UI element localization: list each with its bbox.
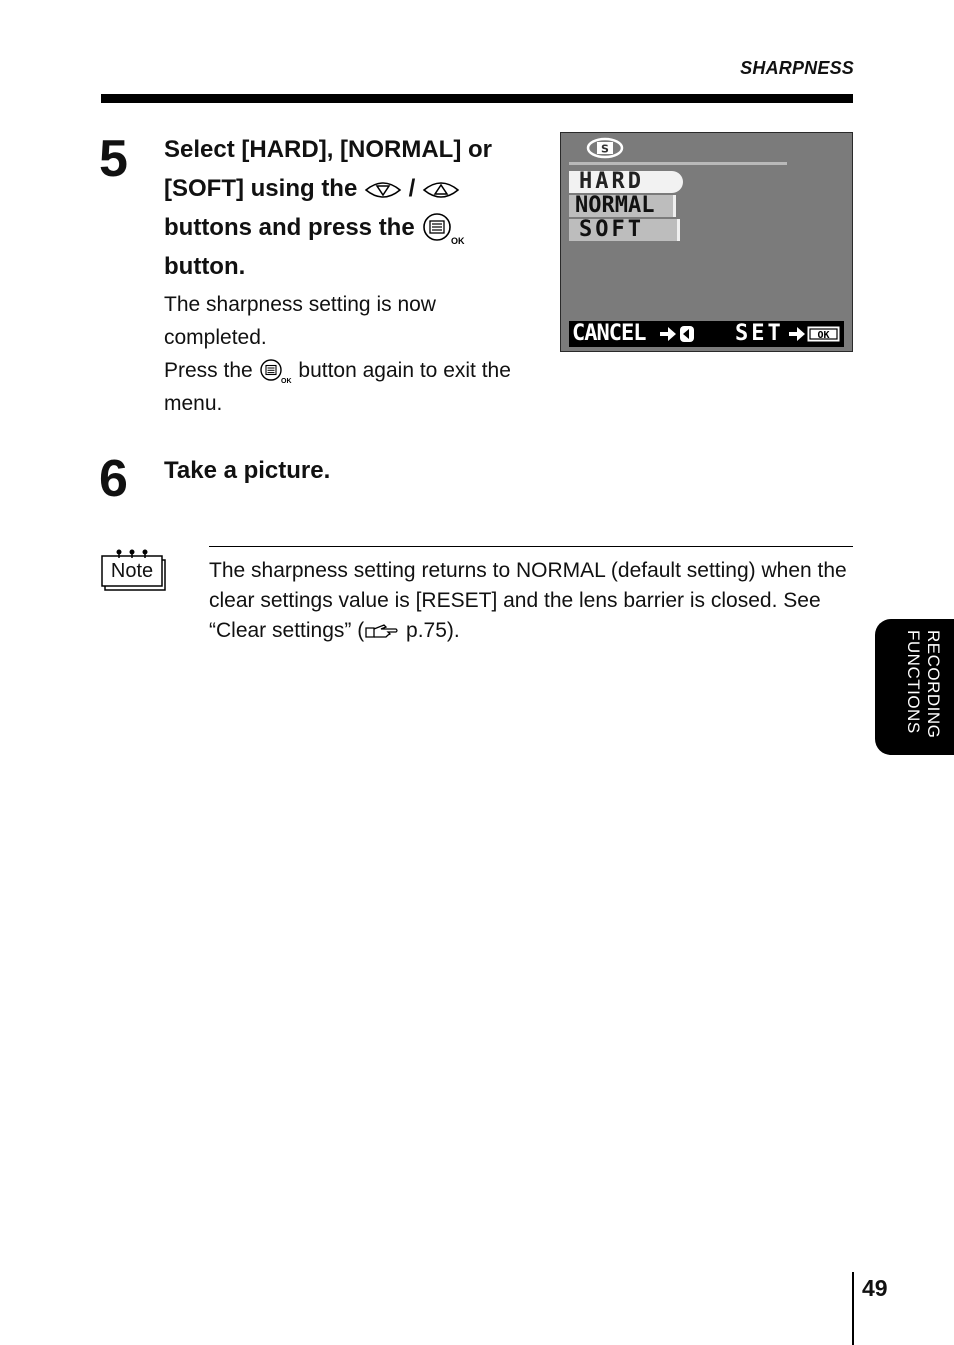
ok-button-icon xyxy=(259,358,293,384)
svg-text:S: S xyxy=(601,142,609,156)
lcd-option-hard[interactable]: HARD xyxy=(569,171,683,193)
page-number-rule xyxy=(852,1272,854,1345)
side-tab xyxy=(875,619,954,755)
ok-button-icon-label: OK xyxy=(280,378,292,385)
side-tab-text xyxy=(876,619,954,755)
note-rule xyxy=(209,546,853,547)
step-5-heading-line3: buttons and press the xyxy=(164,214,415,241)
sharpness-icon xyxy=(585,137,625,159)
ok-button-icon-label: OK xyxy=(451,235,465,245)
lcd-set-label: SET xyxy=(735,321,784,346)
section-title: SHARPNESS xyxy=(740,58,854,78)
arrow-right-icon xyxy=(658,321,678,347)
step-5-number: 5 xyxy=(99,130,128,188)
step-5-text-2 xyxy=(164,354,544,420)
arrow-right-icon xyxy=(787,321,807,347)
ok-button-icon xyxy=(421,213,467,245)
step-6-number: 6 xyxy=(99,450,128,508)
step-6-heading: Take a picture. xyxy=(164,457,331,484)
page-number: 49 xyxy=(862,1275,888,1301)
step-5-heading-line1: Select [HARD], [NORMAL] or xyxy=(164,136,492,163)
step-5-heading-line2: [SOFT] using the xyxy=(164,175,358,202)
note-text-body: The sharpness setting returns to NORMAL (default setting) when the clear settings value is [RESET] and the lens barrier is closed. See “Clear settings” ( xyxy=(209,559,847,642)
note-label: Note xyxy=(110,560,154,582)
step-5-heading-slash: / xyxy=(408,175,416,202)
step-5-heading xyxy=(164,130,544,286)
lcd-option-normal[interactable]: NORMAL xyxy=(569,195,676,217)
side-tab-line-1: RECORDING xyxy=(924,630,943,739)
side-tab-line-2: FUNCTIONS xyxy=(904,630,923,734)
step-5-heading-line4: button. xyxy=(164,253,246,280)
lcd-divider xyxy=(569,162,787,165)
lcd-ok-label: OK xyxy=(817,330,830,341)
step-5-text-2b: button again to exit the menu. xyxy=(164,359,511,415)
down-button-icon xyxy=(364,179,402,201)
step-5-text-2a: Press the xyxy=(164,359,253,382)
up-button-icon xyxy=(422,179,460,201)
ok-button-icon xyxy=(807,326,840,342)
lcd-cancel-label: CANCEL xyxy=(572,321,646,346)
reference-hand-icon xyxy=(364,622,400,640)
header-rule xyxy=(101,94,853,103)
note-text xyxy=(209,556,849,646)
step-5-body xyxy=(164,130,544,420)
lcd-bottom-bar xyxy=(569,321,844,347)
note-text-page-ref: p.75). xyxy=(400,619,460,642)
lcd-option-soft[interactable]: SOFT xyxy=(569,219,680,241)
step-5-text-1: The sharpness setting is now completed. xyxy=(164,293,436,349)
lcd-screen xyxy=(561,133,852,351)
left-button-icon xyxy=(679,325,695,343)
